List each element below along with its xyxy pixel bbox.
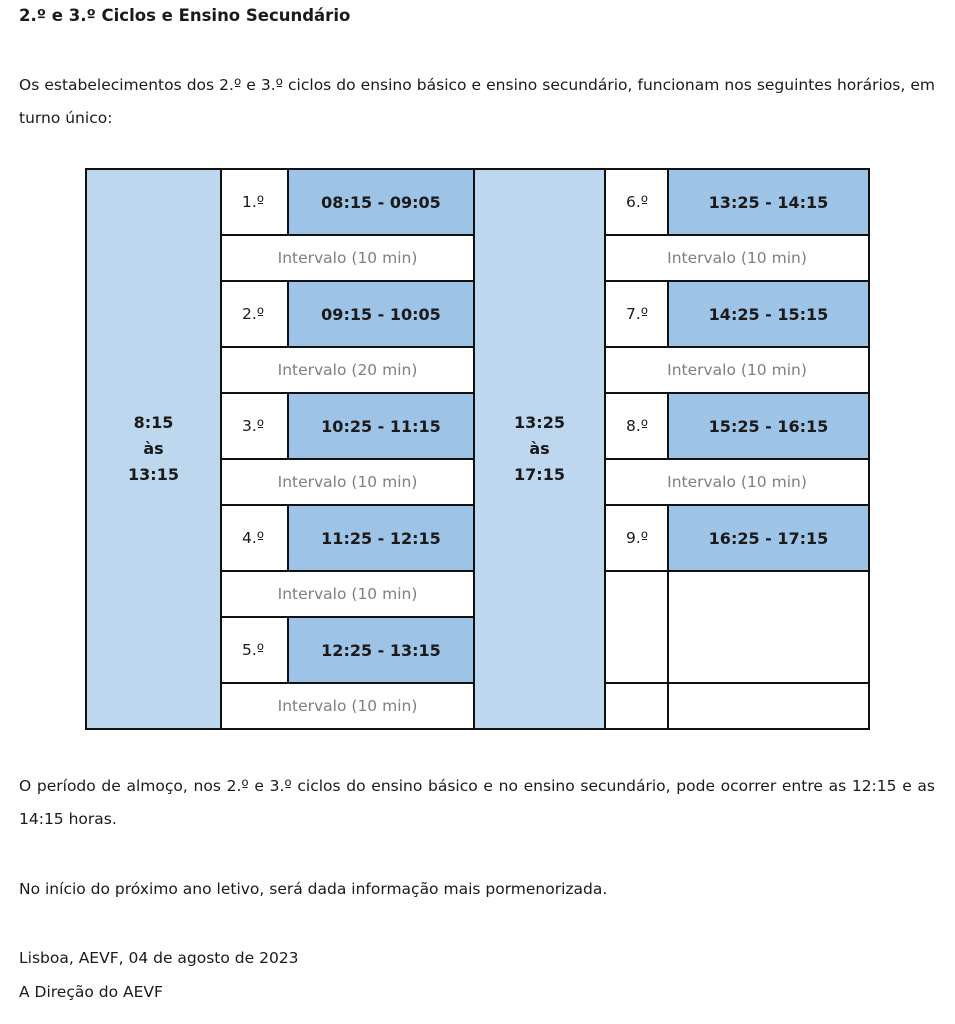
section-heading: 2.º e 3.º Ciclos e Ensino Secundário: [19, 6, 351, 25]
period-time: 08:15 - 09:05: [288, 169, 474, 235]
info-paragraph: No início do próximo ano letivo, será dada informação mais pormenorizada.: [19, 880, 608, 898]
period-time: 14:25 - 15:15: [668, 281, 869, 347]
period-time: 16:25 - 17:15: [668, 505, 869, 571]
period-number: 5.º: [221, 617, 288, 683]
period-number: 8.º: [605, 393, 668, 459]
period-number: 9.º: [605, 505, 668, 571]
period-time: 11:25 - 12:15: [288, 505, 474, 571]
afternoon-block-start: 13:25: [514, 413, 565, 432]
signature: A Direção do AEVF: [19, 983, 163, 1001]
afternoon-block: [474, 169, 605, 729]
morning-block-sep: às: [143, 439, 164, 458]
lunch-paragraph: O período de almoço, nos 2.º e 3.º ciclos do ensino básico e no ensino secundário, pode ocorrer entre as 12:15 e as 14:15 horas.: [19, 777, 935, 828]
period-time: 10:25 - 11:15: [288, 393, 474, 459]
period-time: 15:25 - 16:15: [668, 393, 869, 459]
period-number: 4.º: [221, 505, 288, 571]
empty-cell: [605, 683, 668, 729]
intro-paragraph: Os estabelecimentos dos 2.º e 3.º ciclos do ensino básico e ensino secundário, funcionam nos seguintes horários, em turno único:: [19, 76, 935, 127]
place-date: Lisboa, AEVF, 04 de agosto de 2023: [19, 949, 299, 967]
period-number: 3.º: [221, 393, 288, 459]
interval-cell: Intervalo (10 min): [221, 683, 474, 729]
interval-cell: Intervalo (10 min): [221, 571, 474, 617]
interval-cell: Intervalo (10 min): [221, 459, 474, 505]
afternoon-block-sep: às: [529, 439, 550, 458]
interval-cell: Intervalo (10 min): [605, 459, 869, 505]
schedule-table: [85, 168, 870, 730]
interval-cell: Intervalo (10 min): [605, 235, 869, 281]
empty-cell: [668, 683, 869, 729]
period-number: 7.º: [605, 281, 668, 347]
morning-block: [86, 169, 221, 729]
period-number: 1.º: [221, 169, 288, 235]
period-time: 12:25 - 13:15: [288, 617, 474, 683]
empty-cell: [668, 571, 869, 683]
interval-cell: Intervalo (20 min): [221, 347, 474, 393]
morning-block-end: 13:15: [128, 465, 179, 484]
interval-cell: Intervalo (10 min): [605, 347, 869, 393]
period-time: 09:15 - 10:05: [288, 281, 474, 347]
morning-block-start: 8:15: [133, 413, 174, 432]
period-number: 6.º: [605, 169, 668, 235]
afternoon-block-end: 17:15: [514, 465, 565, 484]
period-number: 2.º: [221, 281, 288, 347]
period-time: 13:25 - 14:15: [668, 169, 869, 235]
empty-cell: [605, 571, 668, 683]
interval-cell: Intervalo (10 min): [221, 235, 474, 281]
